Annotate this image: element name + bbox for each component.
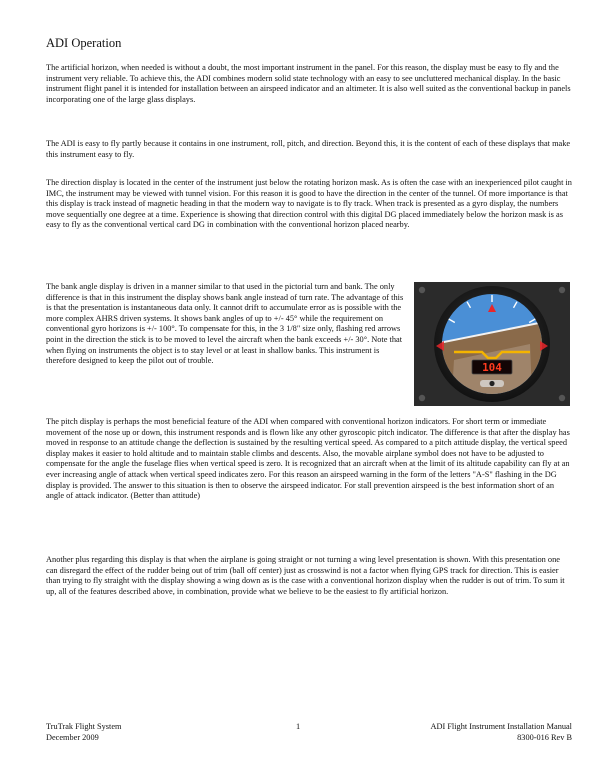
paragraph-bank-angle-display: The bank angle display is driven in a manner similar to that used in the pictorial turn and bank. The only difference is that in this instrument the display shows bank angle instead of turn rate. The advantage of this is that the presentation is instantaneous data only. It cannot drift to accumulate error as is possible with the more complex AHRS driven systems. It shows bank angles of up to +/- 45° while the requirement on conventional gyro horizons is +/- 100°. To compensate for this, in the 3 1/8" size only, flashing red arrows point in the direction the stick is to be moved to level the aircraft when the bank exceeds +/- 30°. Note that when flying on instruments the object is to stay level or at least in shallow banks. This instrument is therefore designed to keep the pilot out of trouble. <box>46 282 404 366</box>
page-number-text: 1 <box>296 722 301 731</box>
ball-icon <box>489 381 494 386</box>
paragraph-wing-level: Another plus regarding this display is that when the airplane is going straight or not turning a wing level presentation is shown. With this presentation one can disregard the effect of the rudder being out of trim (ball off center) just as crosswind is not a factor when flying GPS track for direction. This is easier than trying to fly straight with the display showing a wing down as is the case with a conventional horizon display when the rudder is out of trim. To sum it up, all of the features described above, in combination, provide what we believe to be the easiest to fly artificial horizon. <box>46 555 565 596</box>
screw-icon <box>559 287 565 293</box>
adi-instrument-photo <box>414 282 570 406</box>
paragraph-pitch-display: The pitch display is perhaps the most beneficial feature of the ADI when compared with conventional horizon indicators. For short term or immediate movement of the nose up or down, this instrument responds and is flown like any other gyroscopic pitch indicator. The difference is that after the display has moved in response to an attitude change the deflection is sustained by the resulting vertical speed. As compared to a pitch attitude display, the vertical speed display makes it easier to hold altitude and to maintain stable climbs and descents. Also, the movable airplane symbol does not have to be adjusted to compensate for the angle the fuselage flies when vertical speed is zero. It is recognized that an aircraft when at the limit of its altitude capability can fly at an ever increasing angle of attack when vertical speed indicates zero. For this reason an airspeed warning in the form of the letters "A-S" flashing in the DG display is provided. The answer to this situation is then to observe the airspeed indicator. For stall prevention airspeed is the best information short of an angle of attack indicator. (Better than attitude) <box>46 417 570 501</box>
screw-icon <box>419 395 425 401</box>
screw-icon <box>419 287 425 293</box>
page-title: ADI Operation <box>46 36 122 50</box>
heading-readout: 104 <box>482 361 502 374</box>
paragraph-ease: The ADI is easy to fly partly because it contains in one instrument, roll, pitch, and direction. Beyond this, it is the content of each of these displays that make this instrument easy to fly. <box>46 139 571 159</box>
footer-date: December 2009 <box>46 732 99 742</box>
footer-company: TruTrak Flight System <box>46 722 122 731</box>
paragraph-intro: The artificial horizon, when needed is without a doubt, the most important instrument in the panel. For this reason, the display must be easy to fly and the instrument very reliable. To achieve this, the ADI combines modern solid state technology with an easy to see uncluttered mechanical display. In the basic instrument flight panel it is intended for installation between an airspeed indicator and an altimeter. It is also well suited as the conventional backup in panels incorporating one of the large glass displays. <box>46 63 571 104</box>
footer-left <box>46 722 121 743</box>
screw-icon <box>559 395 565 401</box>
page-number <box>296 722 300 733</box>
paragraph-direction-display: The direction display is located in the center of the instrument just below the rotating horizon mask. As is often the case with an inexperienced pilot caught in IMC, the instrument may be viewed with tunnel vision. For this reason it is good to have the direction in the center of the tunnel. Of more importance is that this display is track instead of magnetic heading in that the modern way to navigate is to fly track. When track is presented as a gyro display, the numbers move sequentially one degree at a time. Experience is showing that direction control with this digital DG placed immediately below the horizon mask is as easy to fly as the conventional vertical card DG in combination with the conventional horizon placed nearby. <box>46 178 572 230</box>
footer-right <box>398 722 572 743</box>
footer-manual-title: ADI Flight Instrument Installation Manual <box>430 722 572 731</box>
footer-doc-number: 8300-016 Rev B <box>517 732 572 742</box>
